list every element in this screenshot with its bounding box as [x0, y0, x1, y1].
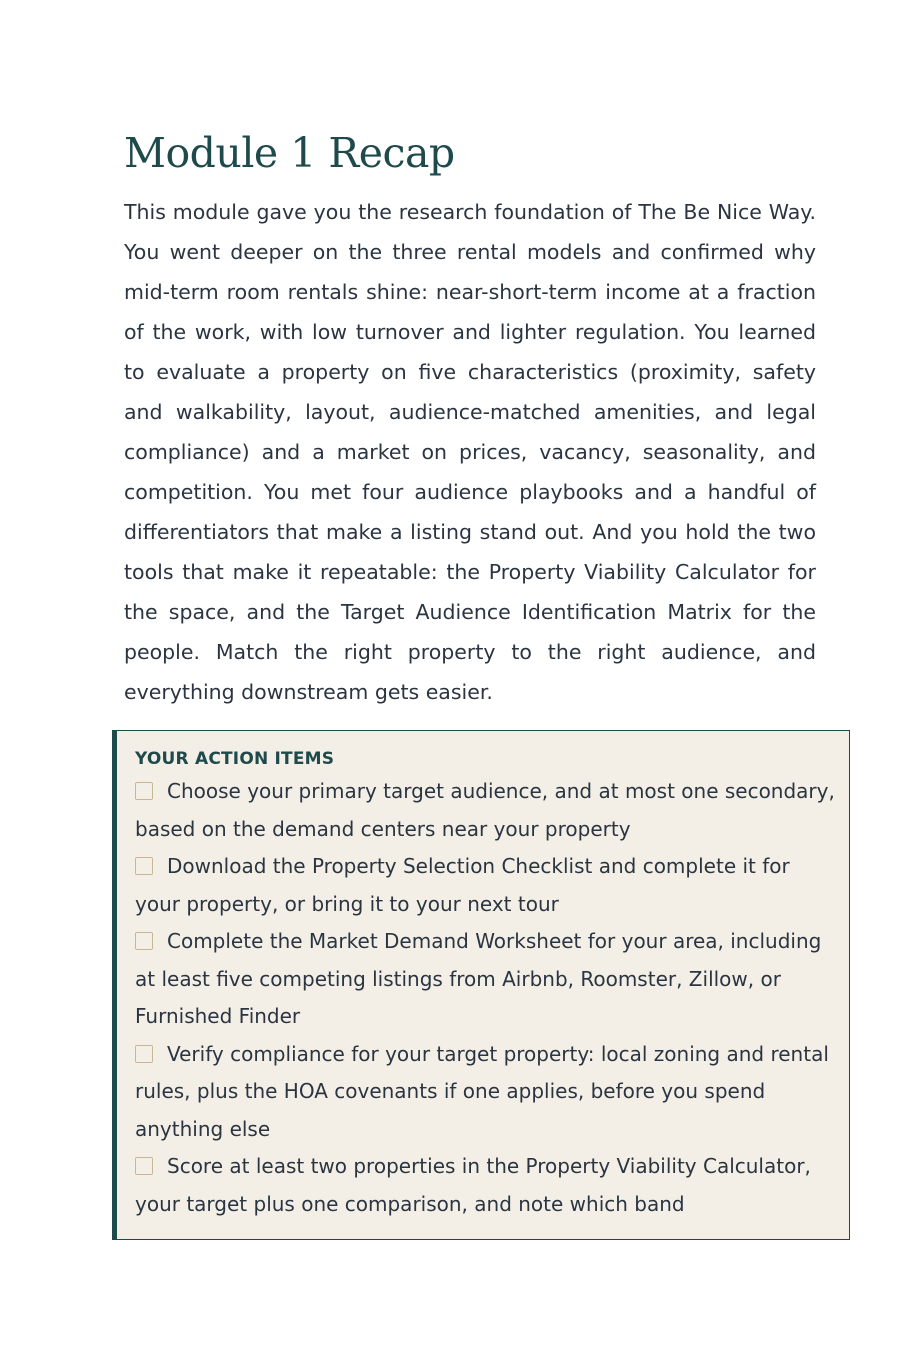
page-content: [124, 126, 816, 712]
action-item-text: Complete the Market Demand Worksheet for your area, including at least five competing listings from Airbnb, Roomster, Zillow, or Furnished Finder: [135, 929, 822, 1028]
action-item: [135, 923, 839, 1036]
checkbox-icon[interactable]: [135, 857, 153, 875]
checkbox-icon[interactable]: [135, 1045, 153, 1063]
action-item: [135, 773, 839, 848]
action-item-text: Verify compliance for your target property: local zoning and rental rules, plus the HOA covenants if one applies, before you spend anything else: [135, 1041, 829, 1141]
checkbox-icon[interactable]: [135, 782, 153, 800]
action-items-list: [135, 773, 839, 1223]
checkbox-icon[interactable]: [135, 932, 153, 950]
action-item-text: Score at least two properties in the Property Viability Calculator, your target plus one comparison, and note which band: [135, 1154, 811, 1216]
page-title: Module 1 Recap: [124, 129, 455, 177]
checkbox-icon[interactable]: [135, 1157, 153, 1175]
action-item: [135, 1148, 839, 1223]
action-items-box: [112, 730, 850, 1240]
action-item-text: Download the Property Selection Checklist and complete it for your property, or bring it to your next tour: [135, 854, 790, 916]
action-item: [135, 1036, 839, 1149]
action-items-title: YOUR ACTION ITEMS: [135, 749, 335, 769]
action-item-text: Choose your primary target audience, and at most one secondary, based on the demand centers near your property: [135, 779, 835, 841]
recap-paragraph: This module gave you the research foundation of The Be Nice Way. You went deeper on the three rental models and confirmed why mid-term room rentals shine: near-short-term income at a fraction of the work, with low turnover and lighter regulation. You learned to evaluate a property on five characteristics (proximity, safety and walkability, layout, audience-matched amenities, and legal compliance) and a market on prices, vacancy, seasonality, and competition. You met four audience playbooks and a handful of differentiators that make a listing stand out. And you hold the two tools that make it repeatable: the Property Viability Calculator for the space, and the Target Audience Identification Matrix for the people. Match the right property to the right audience, and everything downstream gets easier.: [124, 200, 816, 704]
action-item: [135, 848, 839, 923]
